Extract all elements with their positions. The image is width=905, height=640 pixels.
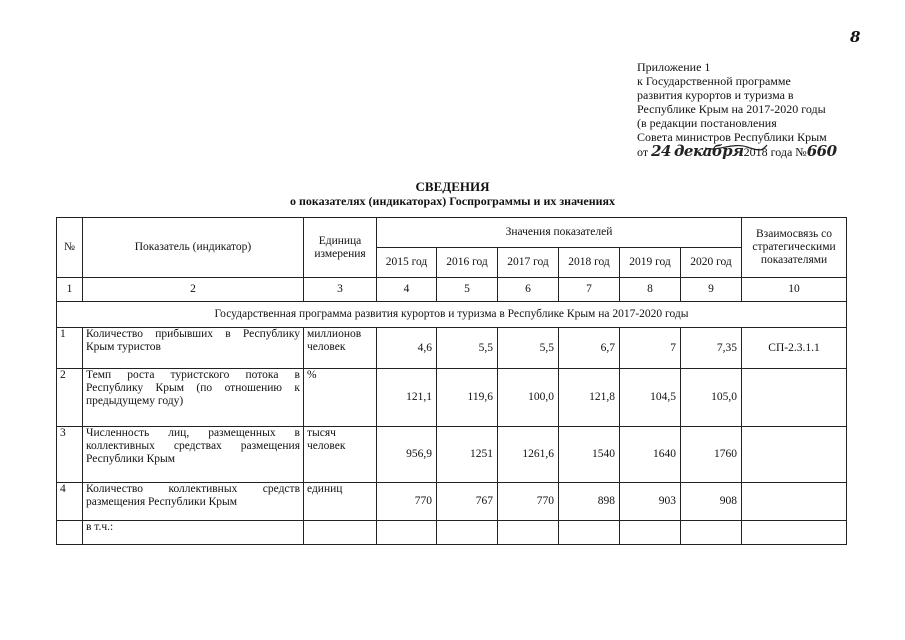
header-strategic-link: Взаимосвязь со стратегическими показателями [742, 218, 847, 278]
row-value: 5,5 [437, 328, 498, 369]
header-indicator: Показатель (индикатор) [83, 218, 304, 278]
date-month-handwritten: декабря [673, 142, 744, 160]
row-value: 1760 [681, 427, 742, 483]
table-row [57, 427, 847, 483]
header-no: № [57, 218, 83, 278]
row-value: 5,5 [498, 328, 559, 369]
row-value: 7 [620, 328, 681, 369]
column-number: 7 [559, 278, 620, 302]
row-value: 119,6 [437, 369, 498, 427]
row-value: 105,0 [681, 369, 742, 427]
row-value: 903 [620, 483, 681, 521]
row-value [681, 521, 742, 545]
column-number: 6 [498, 278, 559, 302]
row-value: 908 [681, 483, 742, 521]
annex-line: (в редакции постановления [637, 116, 777, 130]
column-number: 4 [377, 278, 437, 302]
section-row [57, 302, 847, 328]
row-value [498, 521, 559, 545]
header-row [57, 218, 847, 248]
annex-block [637, 60, 902, 159]
row-value: 770 [498, 483, 559, 521]
row-no: 3 [57, 427, 83, 483]
year-header: 2020 год [681, 248, 742, 278]
column-number: 5 [437, 278, 498, 302]
row-value: 1261,6 [498, 427, 559, 483]
row-value [620, 521, 681, 545]
row-value [377, 521, 437, 545]
column-number: 1 [57, 278, 83, 302]
column-numbers-row [57, 278, 847, 302]
row-no: 2 [57, 369, 83, 427]
row-indicator: Темп роста туристского потока в Республику Крым (по отношению к предыдущему году) [83, 369, 304, 427]
year-header: 2017 год [498, 248, 559, 278]
row-indicator: Количество коллективных средств размещения Республики Крым [83, 483, 304, 521]
row-value: 1540 [559, 427, 620, 483]
row-strategic-link [742, 427, 847, 483]
annex-line: Совета министров Республики Крым [637, 130, 827, 144]
row-value: 770 [377, 483, 437, 521]
row-unit: единиц [304, 483, 377, 521]
annex-line: развития курортов и туризма в [637, 88, 794, 102]
date-day-handwritten: 24 [651, 142, 671, 160]
row-unit: % [304, 369, 377, 427]
column-number: 9 [681, 278, 742, 302]
date-year: 2018 года № [743, 145, 807, 159]
year-header: 2016 год [437, 248, 498, 278]
year-header: 2015 год [377, 248, 437, 278]
row-indicator: в т.ч.: [83, 521, 304, 545]
table-row [57, 521, 847, 545]
row-no: 4 [57, 483, 83, 521]
row-value: 6,7 [559, 328, 620, 369]
row-unit: миллионов человек [304, 328, 377, 369]
column-number: 8 [620, 278, 681, 302]
row-value: 100,0 [498, 369, 559, 427]
table-row [57, 328, 847, 369]
row-value: 7,35 [681, 328, 742, 369]
row-indicator: Численность лиц, размещенных в коллективных средствах размещения Республики Крым [83, 427, 304, 483]
table-row [57, 483, 847, 521]
column-number: 10 [742, 278, 847, 302]
column-number: 2 [83, 278, 304, 302]
header-unit: Единица измерения [304, 218, 377, 278]
indicators-table [56, 217, 847, 545]
page-number: 8 [850, 28, 861, 46]
row-unit [304, 521, 377, 545]
document-subtitle: о показателях (индикаторах) Госпрограммы и их значениях [289, 194, 616, 208]
document-title: СВЕДЕНИЯ [415, 179, 490, 194]
annex-line: Республике Крым на 2017-2020 годы [637, 102, 826, 116]
row-value [437, 521, 498, 545]
row-value: 4,6 [377, 328, 437, 369]
row-value: 121,1 [377, 369, 437, 427]
row-value: 104,5 [620, 369, 681, 427]
section-title: Государственная программа развития курортов и туризма в Республике Крым на 2017-2020 годы [57, 302, 847, 328]
annex-line: к Государственной программе [637, 74, 791, 88]
row-strategic-link [742, 483, 847, 521]
annex-line: Приложение 1 [637, 60, 711, 74]
annex-date-line [637, 144, 902, 159]
row-no [57, 521, 83, 545]
year-header: 2018 год [559, 248, 620, 278]
row-unit: тысяч человек [304, 427, 377, 483]
column-number: 3 [304, 278, 377, 302]
table-row [57, 369, 847, 427]
row-value: 898 [559, 483, 620, 521]
header-values: Значения показателей [377, 218, 742, 248]
row-value: 956,9 [377, 427, 437, 483]
row-strategic-link [742, 369, 847, 427]
doc-number-handwritten: 660 [806, 142, 837, 160]
row-indicator: Количество прибывших в Республику Крым туристов [83, 328, 304, 369]
row-value: 1640 [620, 427, 681, 483]
row-value: 121,8 [559, 369, 620, 427]
date-prefix: от [637, 145, 649, 159]
row-no: 1 [57, 328, 83, 369]
row-value: 1251 [437, 427, 498, 483]
year-header: 2019 год [620, 248, 681, 278]
row-strategic-link: СП-2.3.1.1 [742, 328, 847, 369]
row-value [559, 521, 620, 545]
row-value: 767 [437, 483, 498, 521]
row-strategic-link [742, 521, 847, 545]
